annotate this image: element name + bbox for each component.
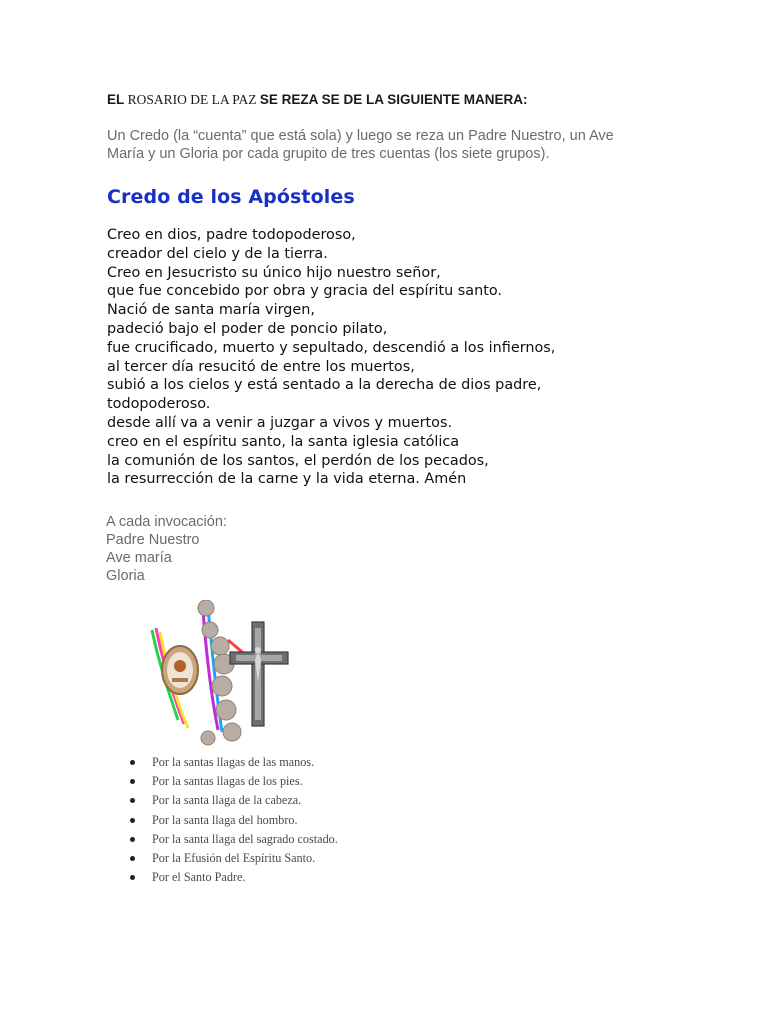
credo-line: Creo en Jesucristo su único hijo nuestro señor, bbox=[107, 264, 441, 281]
credo-line: padeció bajo el poder de poncio pilato, bbox=[107, 320, 388, 337]
intention-text: Por la santa llaga del hombro. bbox=[152, 812, 298, 827]
list-item bbox=[130, 772, 338, 791]
bullet-icon bbox=[130, 818, 135, 823]
credo-line: fue crucificado, muerto y sepultado, descendió a los infiernos, bbox=[107, 339, 556, 356]
bullet-icon bbox=[130, 856, 135, 861]
credo-line: al tercer día resucitó de entre los muertos, bbox=[107, 358, 415, 375]
credo-line: la resurrección de la carne y la vida eterna. Amén bbox=[107, 471, 467, 488]
credo-line: que fue concebido por obra y gracia del espíritu santo. bbox=[107, 283, 502, 300]
credo-line: creador del cielo y de la tierra. bbox=[107, 245, 328, 262]
invocation-item: Ave maría bbox=[106, 550, 172, 566]
intro-paragraph: Un Credo (la “cuenta” que está sola) y luego se reza un Padre Nuestro, un Ave María y un Gloria por cada grupito de tres cuentas (los siete grupos). bbox=[107, 128, 614, 162]
intention-text: Por la santa llaga del sagrado costado. bbox=[152, 831, 338, 846]
invocation-item: Padre Nuestro bbox=[106, 532, 200, 548]
bullet-icon bbox=[130, 837, 135, 842]
list-item bbox=[130, 830, 338, 849]
document-heading bbox=[107, 92, 527, 108]
list-item bbox=[130, 791, 338, 810]
list-item bbox=[130, 849, 338, 868]
heading-part-2: ROSARIO DE LA PAZ bbox=[127, 92, 257, 107]
credo-line: desde allí va a venir a juzgar a vivos y muertos. bbox=[107, 414, 453, 431]
intention-text: Por la santas llagas de las manos. bbox=[152, 755, 315, 769]
list-item bbox=[130, 868, 338, 887]
credo-text bbox=[107, 226, 667, 489]
intentions-list bbox=[130, 753, 338, 887]
rosary-image bbox=[148, 600, 300, 750]
intention-text: Por la santas llagas de los pies. bbox=[152, 774, 303, 789]
credo-line: todopoderoso. bbox=[107, 396, 211, 413]
credo-line: creo en el espíritu santo, la santa iglesia católica bbox=[107, 433, 460, 450]
heading-part-1: EL bbox=[107, 92, 125, 107]
list-item bbox=[130, 753, 338, 772]
heading-part-3: SE REZA SE DE LA SIGUIENTE MANERA: bbox=[259, 92, 528, 107]
bullet-icon bbox=[130, 798, 135, 803]
intention-text: Por el Santo Padre. bbox=[152, 870, 246, 885]
bullet-icon bbox=[130, 760, 135, 765]
bullet-icon bbox=[130, 779, 135, 784]
invocation-label: A cada invocación: bbox=[106, 514, 227, 530]
credo-line: subió a los cielos y está sentado a la derecha de dios padre, bbox=[107, 377, 542, 394]
credo-title: Credo de los Apóstoles bbox=[107, 186, 355, 208]
list-item bbox=[130, 811, 338, 830]
credo-line: la comunión de los santos, el perdón de los pecados, bbox=[107, 452, 489, 469]
intention-text: Por la santa llaga de la cabeza. bbox=[152, 793, 302, 808]
invocation-item: Gloria bbox=[106, 568, 145, 584]
invocation-list bbox=[106, 513, 227, 585]
credo-line: Nació de santa maría virgen, bbox=[107, 302, 315, 319]
intention-text: Por la Efusión del Espíritu Santo. bbox=[152, 851, 316, 866]
credo-line: Creo en dios, padre todopoderoso, bbox=[107, 227, 356, 243]
bullet-icon bbox=[130, 875, 135, 880]
